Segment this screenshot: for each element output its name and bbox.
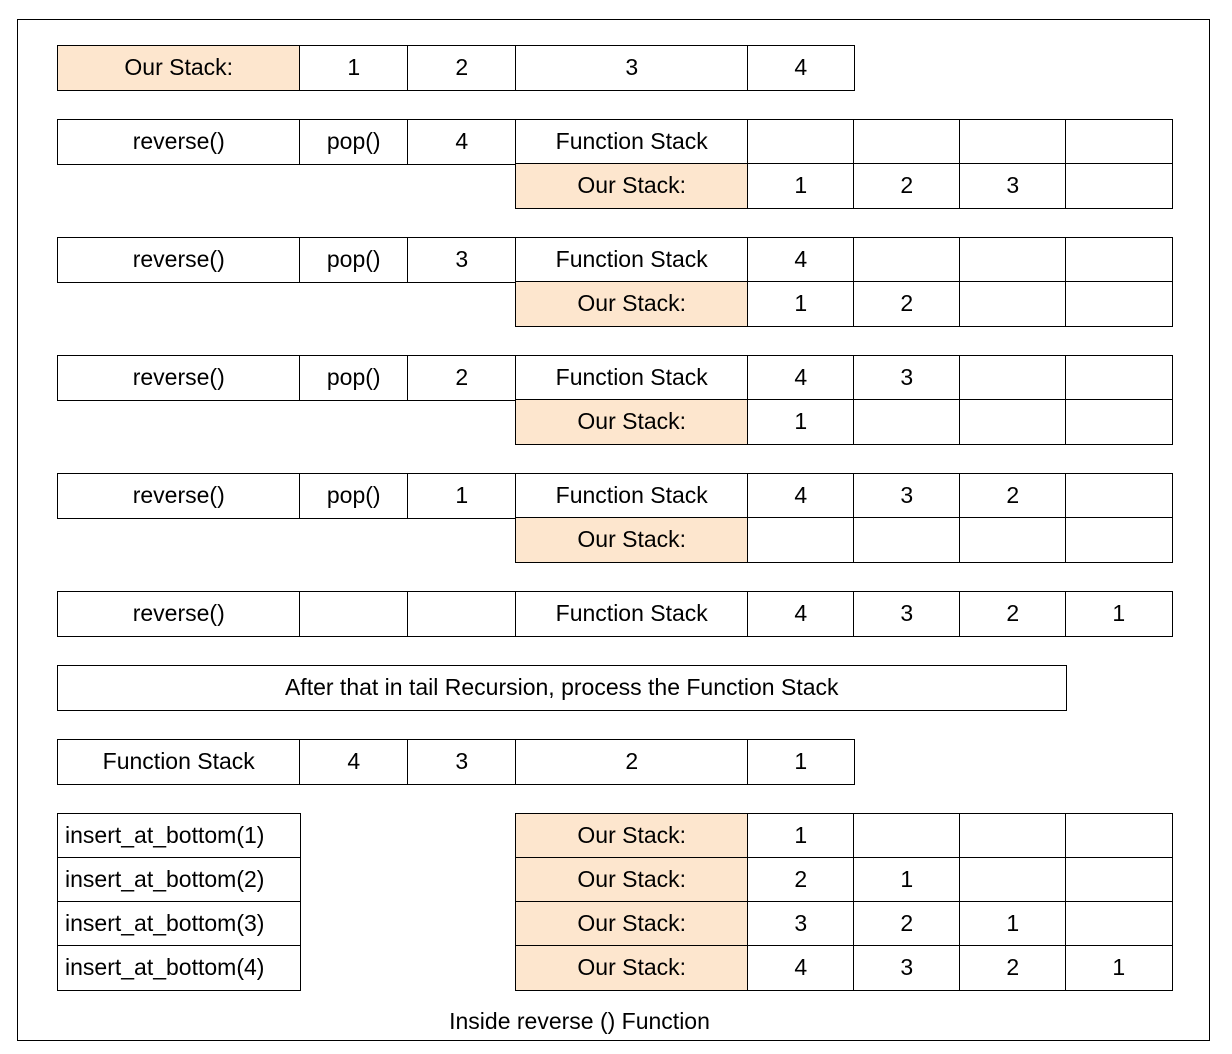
final-step-function-stack-cell: 4 [747, 591, 855, 637]
step-function-stack-cell: 4 [747, 237, 855, 283]
insert-our-stack-cell [1065, 813, 1173, 859]
final-step-popped [407, 591, 517, 637]
insert-call: insert_at_bottom(2) [57, 857, 301, 903]
final-step-function-stack-cell: 3 [853, 591, 961, 637]
step-function-stack-cell [1065, 355, 1173, 401]
insert-our-stack-cell: 2 [853, 901, 961, 947]
function-stack-row-value: 4 [299, 739, 409, 785]
insert-our-stack-cell [1065, 901, 1173, 947]
step-call: reverse() [57, 119, 301, 165]
step-function-stack-cell: 2 [959, 473, 1067, 519]
step-function-stack-label: Function Stack [515, 355, 749, 401]
insert-our-stack-label: Our Stack: [515, 857, 749, 903]
step-op: pop() [299, 237, 409, 283]
initial-stack-value: 2 [407, 45, 517, 91]
step-our-stack-cell [853, 517, 961, 563]
step-function-stack-label: Function Stack [515, 473, 749, 519]
final-step-function-stack-cell: 1 [1065, 591, 1173, 637]
step-function-stack-cell: 3 [853, 473, 961, 519]
initial-stack-value: 4 [747, 45, 855, 91]
function-stack-row-value: 3 [407, 739, 517, 785]
step-our-stack-cell: 1 [747, 399, 855, 445]
final-step-call: reverse() [57, 591, 301, 637]
insert-our-stack-cell: 1 [1065, 945, 1173, 991]
final-step-function-stack-cell: 2 [959, 591, 1067, 637]
function-stack-row-value: 1 [747, 739, 855, 785]
insert-our-stack-cell: 3 [747, 901, 855, 947]
step-function-stack-cell [1065, 119, 1173, 165]
function-stack-row-value: 2 [515, 739, 749, 785]
step-op: pop() [299, 119, 409, 165]
insert-our-stack-label: Our Stack: [515, 813, 749, 859]
step-our-stack-label: Our Stack: [515, 399, 749, 445]
insert-our-stack-cell: 2 [747, 857, 855, 903]
step-our-stack-label: Our Stack: [515, 281, 749, 327]
initial-stack-value: 3 [515, 45, 749, 91]
step-our-stack-label: Our Stack: [515, 517, 749, 563]
step-our-stack-cell [959, 281, 1067, 327]
step-function-stack-cell [747, 119, 855, 165]
diagram-caption: Inside reverse () Function [449, 1008, 710, 1034]
step-our-stack-cell: 1 [747, 163, 855, 209]
step-our-stack-cell: 3 [959, 163, 1067, 209]
insert-call: insert_at_bottom(4) [57, 945, 301, 991]
insert-our-stack-cell: 3 [853, 945, 961, 991]
insert-our-stack-cell: 1 [747, 813, 855, 859]
insert-our-stack-cell: 1 [853, 857, 961, 903]
insert-our-stack-cell: 2 [959, 945, 1067, 991]
step-function-stack-cell [1065, 237, 1173, 283]
tail-recursion-note: After that in tail Recursion, process the Function Stack [57, 665, 1067, 711]
step-function-stack-cell [959, 119, 1067, 165]
function-stack-row-label: Function Stack [57, 739, 301, 785]
step-function-stack-label: Function Stack [515, 119, 749, 165]
step-our-stack-label: Our Stack: [515, 163, 749, 209]
step-function-stack-cell: 3 [853, 355, 961, 401]
insert-our-stack-cell [959, 813, 1067, 859]
step-our-stack-cell [959, 517, 1067, 563]
insert-our-stack-cell: 4 [747, 945, 855, 991]
step-function-stack-cell [959, 355, 1067, 401]
step-our-stack-cell [1065, 163, 1173, 209]
insert-our-stack-label: Our Stack: [515, 901, 749, 947]
step-popped-value: 3 [407, 237, 517, 283]
step-call: reverse() [57, 237, 301, 283]
insert-call: insert_at_bottom(3) [57, 901, 301, 947]
step-function-stack-cell [853, 237, 961, 283]
step-call: reverse() [57, 355, 301, 401]
step-our-stack-cell [1065, 281, 1173, 327]
final-step-function-stack-label: Function Stack [515, 591, 749, 637]
step-call: reverse() [57, 473, 301, 519]
step-our-stack-cell: 1 [747, 281, 855, 327]
step-popped-value: 2 [407, 355, 517, 401]
step-our-stack-cell [959, 399, 1067, 445]
step-op: pop() [299, 473, 409, 519]
insert-our-stack-cell [1065, 857, 1173, 903]
final-step-op [299, 591, 409, 637]
step-our-stack-cell: 2 [853, 281, 961, 327]
step-function-stack-label: Function Stack [515, 237, 749, 283]
step-our-stack-cell: 2 [853, 163, 961, 209]
step-popped-value: 4 [407, 119, 517, 165]
step-function-stack-cell: 4 [747, 473, 855, 519]
initial-stack-value: 1 [299, 45, 409, 91]
insert-call: insert_at_bottom(1) [57, 813, 301, 859]
insert-our-stack-cell [959, 857, 1067, 903]
step-our-stack-cell [1065, 517, 1173, 563]
step-popped-value: 1 [407, 473, 517, 519]
step-op: pop() [299, 355, 409, 401]
insert-our-stack-cell [853, 813, 961, 859]
step-function-stack-cell [1065, 473, 1173, 519]
step-function-stack-cell [959, 237, 1067, 283]
step-our-stack-cell [747, 517, 855, 563]
step-function-stack-cell: 4 [747, 355, 855, 401]
insert-our-stack-cell: 1 [959, 901, 1067, 947]
initial-stack-label: Our Stack: [57, 45, 301, 91]
insert-our-stack-label: Our Stack: [515, 945, 749, 991]
step-function-stack-cell [853, 119, 961, 165]
step-our-stack-cell [853, 399, 961, 445]
step-our-stack-cell [1065, 399, 1173, 445]
